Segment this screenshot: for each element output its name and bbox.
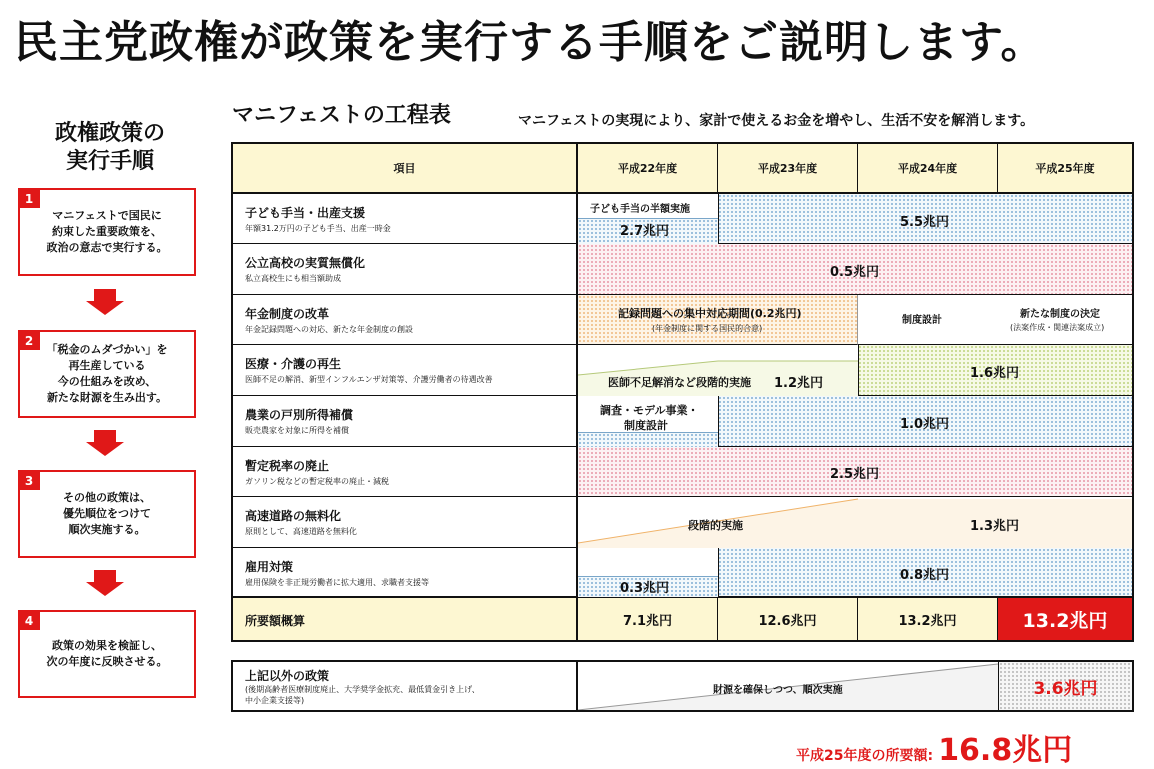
other-title: 上記以外の政策 (245, 669, 330, 683)
pension-record-sub: (年金制度に関する国民的合意) (652, 324, 763, 333)
total-23: 12.6兆円 (718, 598, 858, 640)
step-box-1 (18, 188, 196, 276)
step-line: 再生産している (68, 359, 146, 372)
grand-total-value: 16.8兆円 (938, 733, 1073, 768)
cell-employment-22 (578, 548, 718, 598)
row-title: 子ども手当・出産支援 (245, 206, 366, 220)
step-line: 約束した重要政策を、 (52, 225, 162, 238)
step-line: 優先順位をつけて (63, 507, 151, 520)
header-year-25: 平成25年度 (998, 144, 1132, 194)
grand-total-label: 平成25年度の所要額: (796, 748, 934, 764)
grand-total (796, 725, 1072, 769)
row-label-agriculture (233, 396, 578, 447)
row-title: 公立高校の実質無償化 (245, 256, 366, 270)
row-label-highschool (233, 244, 578, 295)
row-label-provisional-tax (233, 447, 578, 497)
step-line: マニフェストで国民に (52, 209, 162, 222)
step-line: 政治の意志で実行する。 (46, 241, 168, 254)
step-line: 次の年度に反映させる。 (46, 655, 168, 668)
child-value-23: 5.5兆円 (900, 215, 950, 230)
pension-design: 制度設計 (902, 315, 942, 326)
steps-heading (20, 120, 200, 176)
row-title: 高速道路の無料化 (245, 509, 342, 523)
row-label-highway (233, 497, 578, 548)
other-sub2: 中小企業支援等) (245, 696, 305, 705)
total-25: 13.2兆円 (998, 598, 1132, 640)
step-number-1: 1 (18, 190, 40, 208)
cell-pension-22-23 (578, 295, 858, 345)
total-label: 所要額概算 (233, 598, 578, 640)
agri-research: 調査・モデル事業・ (600, 404, 699, 417)
other-phase-cell (578, 662, 998, 710)
highschool-value: 0.5兆円 (830, 265, 880, 280)
schedule-table (231, 142, 1134, 642)
step-box-2 (18, 330, 196, 418)
other-sub1: (後期高齢者医療制度廃止、大学奨学金拡充、最低賃金引き上げ、 (245, 685, 480, 694)
row-subtitle: 原則として、高速道路を無料化 (245, 527, 357, 536)
row-title: 医療・介護の再生 (245, 357, 342, 371)
step-box-3 (18, 470, 196, 558)
provisional-tax-value: 2.5兆円 (830, 467, 880, 482)
row-title: 暫定税率の廃止 (245, 459, 330, 473)
row-label-pension (233, 295, 578, 345)
step-line: その他の政策は、 (63, 491, 151, 504)
agri-value: 1.0兆円 (900, 417, 950, 432)
other-value: 3.6兆円 (998, 662, 1132, 710)
pension-new-system-sub: (法案作成・関連法案成立) (1010, 323, 1105, 332)
total-24: 13.2兆円 (858, 598, 998, 640)
cell-provisional-tax (578, 447, 1132, 497)
employment-value-22: 0.3兆円 (620, 581, 670, 596)
row-title: 農業の戸別所得補償 (245, 408, 354, 422)
other-note: 財源を確保しつつ、順次実施 (713, 685, 843, 696)
cell-child-23-25 (718, 194, 1132, 244)
cell-highschool (578, 244, 1132, 295)
row-subtitle: 年金記録問題への対応、新たな年金制度の創設 (245, 325, 413, 334)
step-number-3: 3 (18, 472, 40, 490)
row-subtitle: 雇用保険を非正規労働者に拡大適用、求職者支援等 (245, 578, 429, 587)
step-line: 「税金のムダづかい」を (46, 343, 168, 356)
page-title: 民主党政権が政策を実行する手順をご説明します。 (14, 17, 1046, 68)
pension-new-system: 新たな制度の決定 (1020, 309, 1100, 320)
cell-employment-23-25 (718, 548, 1132, 598)
medical-phase-text: 医師不足解消など段階的実施 (608, 376, 751, 389)
pension-record-period: 記録問題への集中対応期間(0.2兆円) (618, 307, 802, 320)
cell-agriculture-23-25 (718, 396, 1132, 447)
row-subtitle: 年額31.2万円の子ども手当、出産一時金 (245, 224, 391, 233)
header-year-22: 平成22年度 (578, 144, 718, 194)
header-year-23: 平成23年度 (718, 144, 858, 194)
row-subtitle: 医師不足の解消、新型インフルエンザ対策等、介護労働者の待遇改善 (245, 375, 493, 384)
schedule-subtitle: マニフェストの実現により、家計で使えるお金を増やし、生活不安を解消します。 (518, 113, 1035, 129)
highway-value: 1.3兆円 (970, 519, 1020, 534)
medical-value-22: 1.2兆円 (774, 376, 824, 391)
child-note: 子ども手当の半額実施 (590, 204, 690, 215)
row-label-medical (233, 345, 578, 396)
cell-medical-24-25 (858, 345, 1132, 396)
row-title: 雇用対策 (245, 560, 294, 574)
step-line: 新たな財源を生み出す。 (46, 391, 168, 404)
header-item: 項目 (233, 144, 578, 194)
total-22: 7.1兆円 (578, 598, 718, 640)
step-number-4: 4 (18, 612, 40, 630)
employment-value-23: 0.8兆円 (900, 568, 950, 583)
highway-ramp (578, 497, 1132, 548)
cell-medical-22-23 (578, 345, 858, 396)
row-label-child (233, 194, 578, 244)
row-subtitle: 販売農家を対象に所得を補償 (245, 426, 349, 435)
step-number-2: 2 (18, 332, 40, 350)
other-label (233, 662, 578, 710)
row-title: 年金制度の改革 (245, 307, 330, 321)
row-subtitle: ガソリン税などの暫定税率の廃止・減税 (245, 477, 389, 486)
medical-value-24: 1.6兆円 (970, 366, 1020, 381)
other-policies-table (231, 660, 1134, 712)
cell-child-22 (578, 194, 718, 244)
highway-phase-text: 段階的実施 (688, 519, 743, 532)
row-subtitle: 私立高校生にも相当額助成 (245, 274, 341, 283)
cell-pension-24-25 (858, 295, 1132, 345)
agri-design: 制度設計 (624, 419, 668, 432)
step-box-4 (18, 610, 196, 698)
cell-agriculture-22 (578, 396, 718, 447)
steps-heading-line2: 実行手順 (65, 149, 154, 174)
step-line: 順次実施する。 (68, 523, 146, 536)
step-line: 政策の効果を検証し、 (52, 639, 162, 652)
header-year-24: 平成24年度 (858, 144, 998, 194)
steps-heading-line1: 政権政策の (54, 121, 165, 146)
cell-highway (578, 497, 1132, 548)
step-line: 今の仕組みを改め、 (57, 375, 157, 388)
schedule-title: マニフェストの工程表 (232, 103, 451, 128)
child-value-22: 2.7兆円 (620, 224, 670, 239)
row-label-employment (233, 548, 578, 598)
